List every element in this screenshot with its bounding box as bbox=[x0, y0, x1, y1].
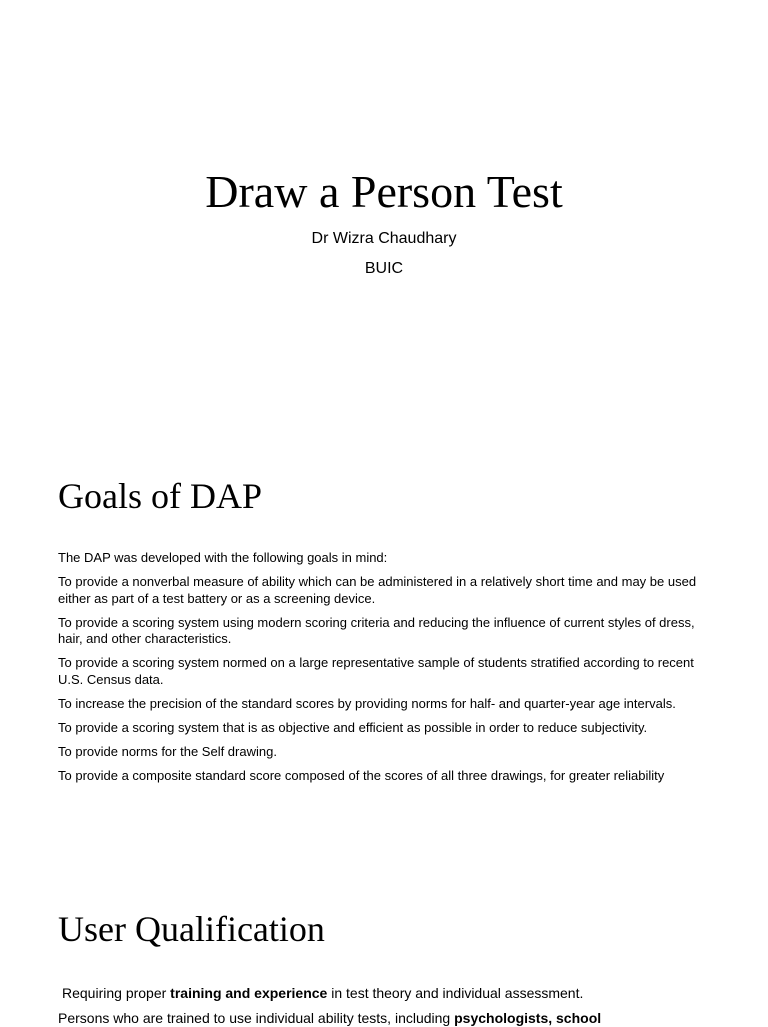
qualification-slide bbox=[0, 860, 768, 1024]
qualification-text: Persons who are trained to use individual ability tests, including bbox=[58, 1010, 455, 1026]
institution-name: BUIC bbox=[364, 260, 404, 277]
goal-item: To provide a composite standard score composed of the scores of all three drawings, for greater reliability bbox=[58, 767, 665, 783]
title-slide bbox=[0, 0, 768, 430]
qualification-paragraph-1 bbox=[62, 984, 722, 1002]
qualification-emphasis: psychologists, school bbox=[454, 1010, 602, 1026]
qualification-paragraph-2 bbox=[58, 1009, 718, 1027]
goal-item: To provide a scoring system that is as objective and efficient as possible in order to reduce subjectivity. bbox=[58, 719, 648, 735]
goals-intro: The DAP was developed with the following goals in mind: bbox=[58, 550, 388, 565]
goals-heading: Goals of DAP bbox=[58, 476, 262, 516]
qualification-heading: User Qualification bbox=[58, 909, 325, 949]
goal-item: To provide a scoring system normed on a large representative sample of students stratified according to recent U.S. Census data. bbox=[58, 655, 694, 687]
qualification-text: Requiring proper bbox=[62, 985, 171, 1001]
author-name: Dr Wizra Chaudhary bbox=[311, 230, 457, 247]
qualification-text: in test theory and individual assessment. bbox=[327, 985, 584, 1001]
goal-item: To provide a scoring system using modern scoring criteria and reducing the influence of current styles of dress, hair, and other characteristics. bbox=[58, 614, 695, 646]
presentation-title: Draw a Person Test bbox=[205, 166, 563, 217]
goals-list bbox=[58, 550, 708, 792]
goal-item: To increase the precision of the standard scores by providing norms for half- and quarter-year age intervals. bbox=[58, 695, 676, 711]
qualification-emphasis: training and experience bbox=[170, 985, 328, 1001]
goals-slide bbox=[0, 430, 768, 860]
goal-item: To provide norms for the Self drawing. bbox=[58, 743, 277, 759]
goal-item: To provide a nonverbal measure of ability which can be administered in a relatively short time and may be used either as part of a test battery or as a screening device. bbox=[58, 574, 697, 606]
